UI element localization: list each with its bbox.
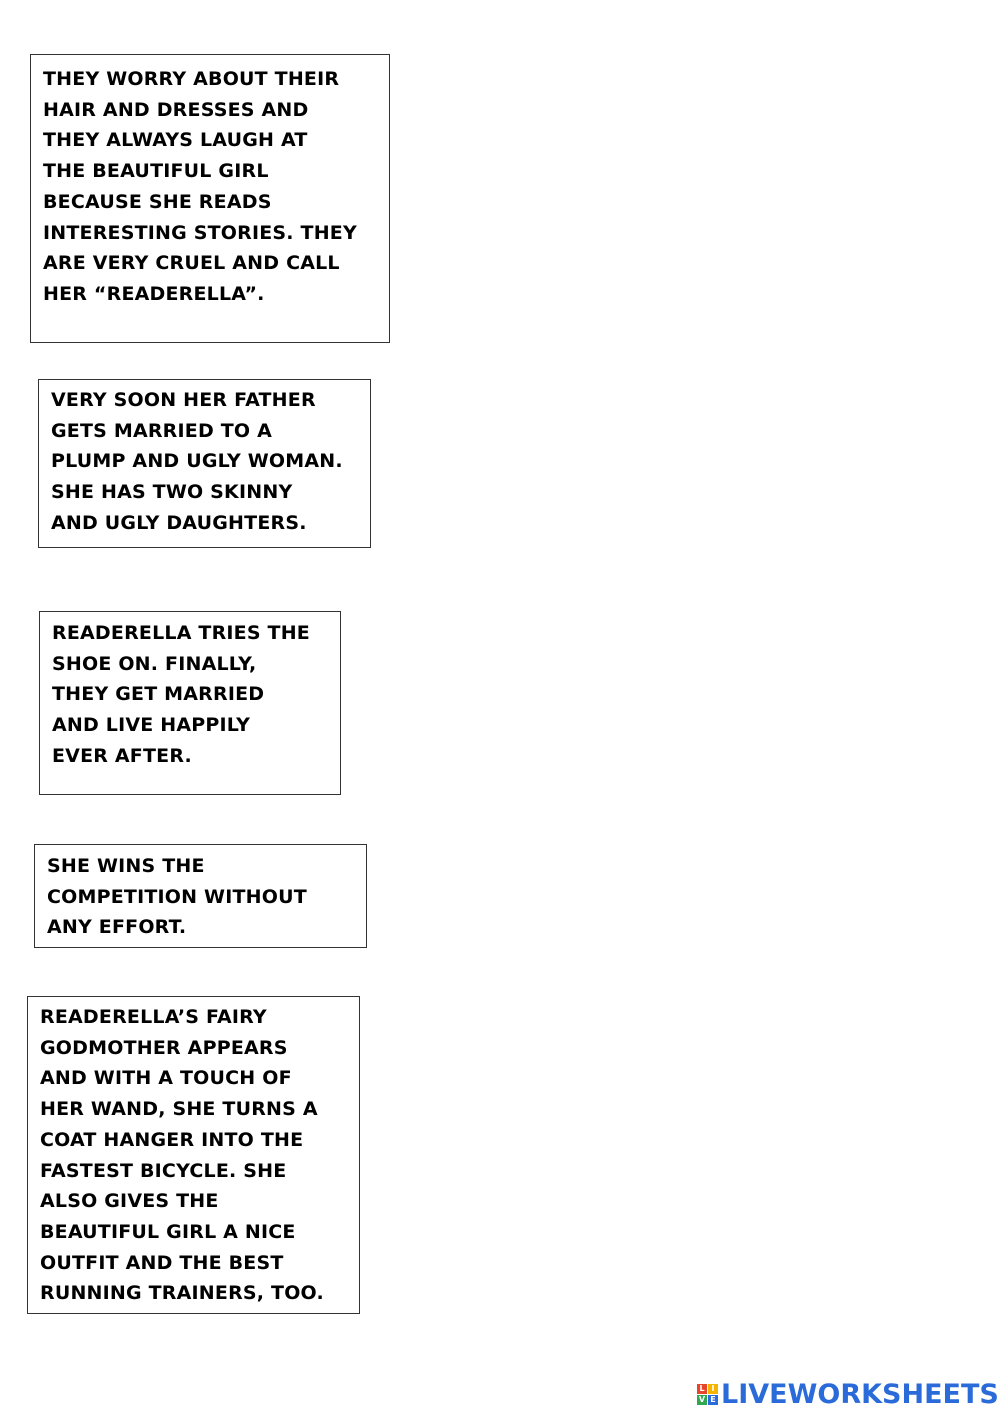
story-card-4[interactable] bbox=[34, 844, 367, 948]
liveworksheets-watermark bbox=[697, 1378, 999, 1410]
logo-tile: E bbox=[708, 1395, 718, 1405]
story-card-5[interactable] bbox=[27, 996, 360, 1314]
brand-name: LIVEWORKSHEETS bbox=[721, 1378, 999, 1410]
story-card-3[interactable] bbox=[39, 611, 341, 795]
story-card-text: READERELLA TRIES THE SHOE ON. FINALLY, THEY GET MARRIED AND LIVE HAPPILY EVER AFTER. bbox=[52, 622, 310, 767]
story-card-text: READERELLA’S FAIRY GODMOTHER APPEARS AND WITH A TOUCH OF HER WAND, SHE TURNS A COAT HANGER INTO THE FASTEST BICYCLE. SHE ALSO GIVES THE BEAUTIFUL GIRL A NICE OUTFIT AND THE BEST RUNNING TRAINERS, TOO. bbox=[40, 1006, 324, 1305]
liveworksheets-logo-icon bbox=[697, 1384, 718, 1405]
story-card-text: VERY SOON HER FATHER GETS MARRIED TO A PLUMP AND UGLY WOMAN. SHE HAS TWO SKINNY AND UGLY DAUGHTERS. bbox=[51, 389, 343, 534]
logo-tile: L bbox=[697, 1384, 707, 1394]
logo-tile: I bbox=[708, 1384, 718, 1394]
logo-tile: V bbox=[698, 1394, 706, 1404]
story-card-2[interactable] bbox=[38, 379, 371, 548]
story-card-text: SHE WINS THE COMPETITION WITHOUT ANY EFFORT. bbox=[47, 855, 307, 939]
story-card-1[interactable] bbox=[30, 54, 390, 343]
story-card-text: THEY WORRY ABOUT THEIR HAIR AND DRESSES AND THEY ALWAYS LAUGH AT THE BEAUTIFUL GIRL BECAUSE SHE READS INTERESTING STORIES. THEY ARE VERY CRUEL AND CALL HER “READERELLA”. bbox=[43, 68, 357, 305]
